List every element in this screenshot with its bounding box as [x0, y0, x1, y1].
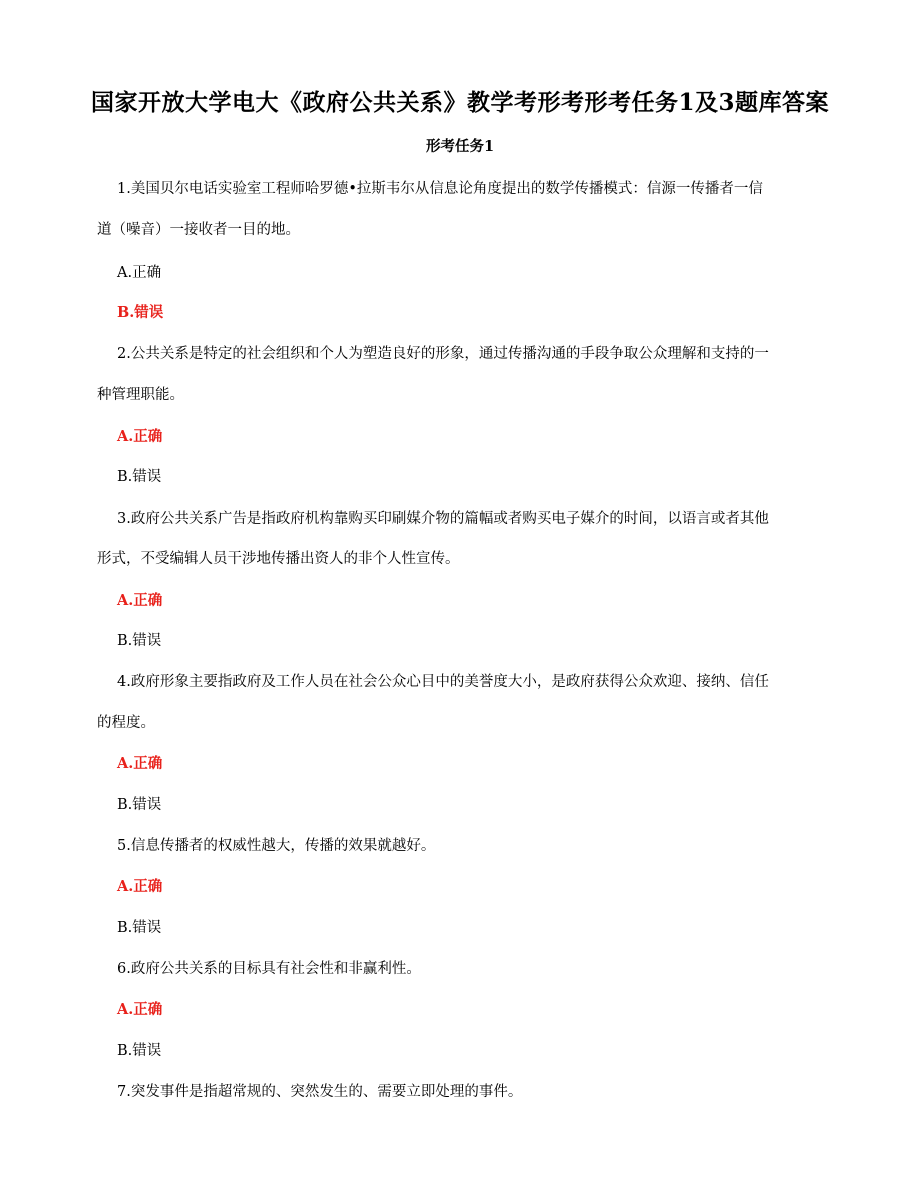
question-5-option-a-answer: A.正确	[117, 878, 163, 895]
question-4-option-a-answer: A.正确	[117, 755, 163, 772]
question-4-option-b: B.错误	[117, 797, 162, 813]
question-6-option-a-answer: A.正确	[117, 1001, 163, 1018]
question-4-text-cont: 的程度。	[97, 715, 155, 731]
question-7-text: 7.突发事件是指超常规的、突然发生的、需要立即处理的事件。	[117, 1084, 523, 1100]
question-1-option-a: A.正确	[117, 265, 162, 281]
question-3-text-cont: 形式，不受编辑人员干涉地传播出资人的非个人性宣传。	[97, 551, 460, 567]
question-1-option-b-answer: B.错误	[117, 304, 164, 321]
question-4-text: 4.政府形象主要指政府及工作人员在社会公众心目中的美誉度大小，是政府获得公众欢迎、接纳、信任	[117, 674, 769, 690]
question-3-option-a-answer: A.正确	[117, 592, 163, 609]
document-title: 国家开放大学电大《政府公共关系》教学考形考形考任务1及3题库答案	[90, 89, 829, 116]
question-2-text-cont: 种管理职能。	[97, 387, 184, 403]
question-1-text: 1.美国贝尔电话实验室工程师哈罗德•拉斯韦尔从信息论角度提出的数学传播模式：信源一传播者一信	[117, 181, 763, 197]
question-6-option-b: B.错误	[117, 1043, 162, 1059]
question-3-text: 3.政府公共关系广告是指政府机构靠购买印刷媒介物的篇幅或者购买电子媒介的时间，以语言或者其他	[117, 511, 769, 527]
question-5-text: 5.信息传播者的权威性越大，传播的效果就越好。	[117, 838, 436, 854]
question-3-option-b: B.错误	[117, 633, 162, 649]
question-2-option-b: B.错误	[117, 469, 162, 485]
question-2-option-a-answer: A.正确	[117, 428, 163, 445]
question-6-text: 6.政府公共关系的目标具有社会性和非赢利性。	[117, 961, 421, 977]
section-title: 形考任务1	[425, 138, 495, 155]
question-2-text: 2.公共关系是特定的社会组织和个人为塑造良好的形象，通过传播沟通的手段争取公众理解和支持的一	[117, 346, 769, 362]
question-5-option-b: B.错误	[117, 920, 162, 936]
question-1-text-cont: 道（噪音）一接收者一目的地。	[97, 222, 300, 238]
